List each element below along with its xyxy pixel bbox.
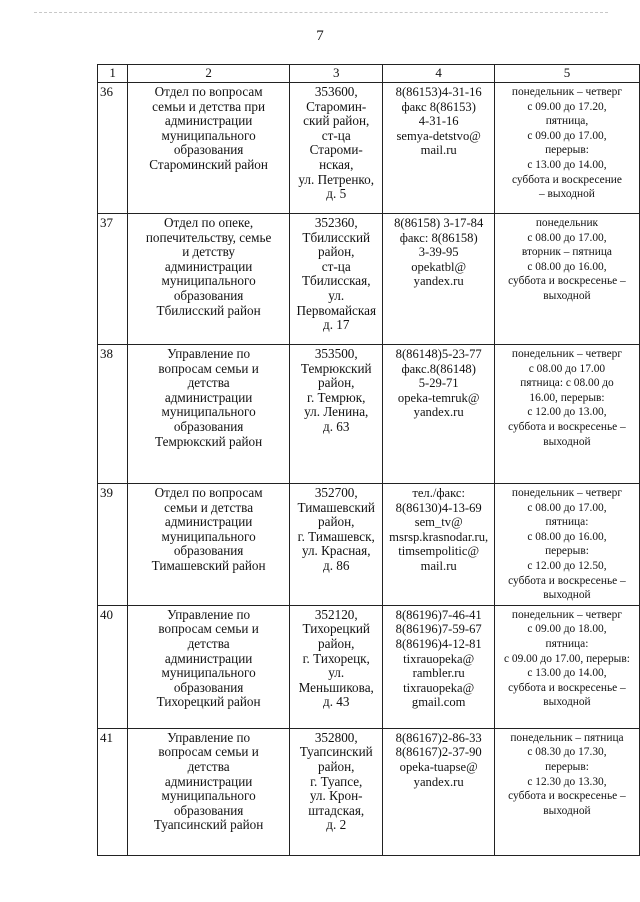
text-line: с 12.30 до 13.30,: [527, 775, 607, 788]
text-line: mail.ru: [420, 558, 457, 573]
text-line: факс.8(86148): [401, 361, 476, 376]
text-line: суббота и воскресенье –: [508, 574, 626, 587]
text-line: ул. Петренко,: [298, 171, 375, 187]
text-line: Отдел по вопросам: [154, 485, 263, 500]
text-line: образования: [173, 287, 244, 303]
row-number-cell: 37: [98, 214, 128, 345]
text-line: выходной: [543, 589, 591, 602]
text-line: 352700,: [314, 485, 358, 500]
working-hours-cell: [494, 728, 639, 855]
text-line: д. 63: [322, 418, 350, 434]
text-line: Тбилисский район: [156, 302, 261, 318]
text-line: пятница: с 08.00 до: [520, 377, 614, 390]
text-line: ский район,: [303, 113, 370, 129]
header-cell: 5: [494, 65, 639, 83]
text-line: с 13.00 до 14.00,: [527, 667, 607, 680]
text-line: ст-ца: [321, 127, 351, 143]
top-scan-rule: [34, 12, 608, 13]
text-line: 8(86196)4-12-81: [395, 636, 482, 651]
address-cell: [290, 83, 383, 214]
text-line: mail.ru: [420, 143, 457, 158]
text-line: д. 17: [322, 317, 350, 333]
text-line: Староминский район: [149, 156, 268, 172]
row-number-cell: 41: [98, 728, 128, 855]
text-line: 16.00, перерыв:: [529, 391, 605, 404]
contacts-cell: [383, 345, 494, 484]
text-line: детства: [187, 635, 230, 651]
text-line: Меньшикова,: [298, 679, 374, 695]
text-line: понедельник: [535, 217, 599, 229]
text-line: с 09.00 до 18.00,: [527, 623, 607, 636]
text-line: yandex.ru: [413, 405, 464, 420]
row-number-cell: 38: [98, 345, 128, 484]
text-line: с 08.00 до 17.00,: [527, 231, 607, 244]
text-line: tixrauopeka@: [403, 651, 475, 666]
row-number-cell: 40: [98, 605, 128, 728]
text-line: opeka-tuapse@: [399, 759, 478, 774]
text-line: timsempolitic@: [398, 544, 480, 559]
text-line: с 09.00 до 17.00, перерыв:: [504, 652, 630, 665]
text-line: 8(86148)5-23-77: [395, 347, 482, 361]
text-line: tixrauopeka@: [403, 680, 475, 695]
text-line: ст-ца: [321, 258, 351, 274]
text-line: понедельник – четверг: [511, 348, 623, 360]
text-line: район,: [318, 375, 355, 391]
contacts-cell: [383, 83, 494, 214]
text-line: вопросам семьи и: [158, 621, 259, 637]
text-line: суббота и воскресение: [511, 173, 622, 186]
text-line: yandex.ru: [413, 274, 464, 289]
header-cell: 2: [128, 65, 290, 83]
text-line: 353500,: [314, 346, 358, 361]
text-line: 8(86167)2-37-90: [395, 745, 482, 760]
text-line: Тихорецкий: [302, 621, 370, 637]
table-row: [98, 214, 640, 345]
text-line: суббота и воскресенье –: [508, 420, 626, 433]
text-line: и детству: [182, 244, 236, 260]
text-line: 352360,: [314, 215, 358, 230]
text-line: Тихорецкий район: [156, 694, 261, 710]
text-line: с 12.00 до 12.50,: [527, 559, 607, 572]
text-line: Тимашевский: [297, 499, 375, 515]
text-line: администрации: [164, 514, 253, 530]
text-line: г. Туапсе,: [310, 773, 363, 789]
text-line: муниципального: [161, 127, 256, 143]
text-line: образования: [173, 418, 244, 434]
text-line: район,: [318, 514, 355, 530]
text-line: 3-39-95: [418, 245, 459, 260]
organization-name-cell: [128, 605, 290, 728]
text-line: г. Темрюк,: [307, 389, 366, 405]
text-line: Темрюкский район: [155, 433, 263, 449]
text-line: 4-31-16: [418, 114, 459, 129]
text-line: с 08.30 до 17.30,: [527, 746, 607, 759]
text-line: г. Тихорецк,: [302, 650, 370, 666]
text-line: администрации: [164, 650, 253, 666]
text-line: пятница,: [545, 115, 589, 128]
header-cell: 1: [98, 65, 128, 83]
header-cell: 4: [383, 65, 494, 83]
text-line: д. 5: [326, 186, 347, 202]
text-line: ул. Крон-: [309, 788, 363, 804]
text-line: – выходной: [539, 188, 595, 201]
text-line: с 08.00 до 17.00,: [527, 501, 607, 514]
text-line: Управление по: [167, 729, 251, 745]
organization-name-cell: [128, 214, 290, 345]
text-line: с 08.00 до 16.00,: [527, 260, 607, 273]
text-line: Управление по: [167, 606, 251, 622]
text-line: администрации: [164, 773, 253, 789]
text-line: перерыв:: [545, 144, 589, 157]
working-hours-cell: [494, 605, 639, 728]
text-line: район,: [318, 635, 355, 651]
text-line: д. 86: [322, 557, 350, 573]
organization-name-cell: [128, 484, 290, 606]
text-line: д. 2: [326, 817, 347, 833]
text-line: msrsp.krasnodar.ru,: [389, 529, 489, 544]
row-number-cell: 36: [98, 83, 128, 214]
text-line: 8(86196)7-46-41: [395, 607, 482, 622]
text-line: образования: [173, 679, 244, 695]
text-line: с 08.00 до 17.00: [528, 362, 606, 375]
text-line: образования: [173, 142, 244, 158]
contacts-cell: [383, 484, 494, 606]
table-row: [98, 345, 640, 484]
text-line: Отдел по опеке,: [163, 215, 254, 230]
text-line: 8(86153)4-31-16: [395, 85, 482, 99]
text-line: Управление по: [167, 346, 251, 361]
text-line: факс 8(86153): [401, 99, 476, 114]
text-line: выходной: [543, 804, 591, 817]
text-line: муниципального: [161, 788, 256, 804]
header-cell: 3: [290, 65, 383, 83]
text-line: суббота и воскресенье –: [508, 275, 626, 288]
text-line: Туапсинский район: [153, 817, 264, 833]
text-line: район,: [318, 244, 355, 260]
text-line: Тбилисский: [302, 229, 371, 245]
text-line: ул.: [328, 287, 345, 303]
text-line: Темрюкский: [300, 360, 372, 376]
text-line: д. 43: [322, 694, 350, 710]
text-line: с 13.00 до 14.00,: [527, 158, 607, 171]
text-line: попечительству, семье: [145, 229, 272, 245]
address-cell: [290, 728, 383, 855]
table-row: [98, 484, 640, 606]
text-line: перерыв:: [545, 760, 589, 773]
text-line: Старомин-: [306, 98, 367, 114]
text-line: ул.: [328, 665, 345, 681]
text-line: выходной: [543, 435, 591, 448]
working-hours-cell: [494, 214, 639, 345]
text-line: семьи и детства при: [152, 98, 266, 114]
contacts-cell: [383, 605, 494, 728]
row-number-cell: 39: [98, 484, 128, 606]
text-line: выходной: [543, 289, 591, 302]
organization-name-cell: [128, 83, 290, 214]
text-line: 352800,: [314, 729, 358, 745]
text-line: образования: [173, 802, 244, 818]
text-line: вторник – пятница: [521, 246, 612, 259]
text-line: 8(86130)4-13-69: [395, 500, 482, 515]
contacts-cell: [383, 728, 494, 855]
address-cell: [290, 214, 383, 345]
text-line: администрации: [164, 258, 253, 274]
text-line: ул. Ленина,: [304, 404, 369, 420]
text-line: семьи и детства: [164, 499, 254, 515]
organization-name-cell: [128, 345, 290, 484]
text-line: Староми-: [309, 142, 363, 158]
text-line: муниципального: [161, 404, 256, 420]
contacts-cell: [383, 214, 494, 345]
address-cell: [290, 345, 383, 484]
contacts-table: [97, 64, 640, 856]
working-hours-cell: [494, 484, 639, 606]
address-cell: [290, 484, 383, 606]
text-line: 8(86158) 3-17-84: [394, 216, 484, 230]
text-line: муниципального: [161, 665, 256, 681]
address-cell: [290, 605, 383, 728]
text-line: детства: [187, 758, 230, 774]
text-line: с 09.00 до 17.20,: [527, 100, 607, 113]
text-line: муниципального: [161, 273, 256, 289]
table-row: [98, 83, 640, 214]
text-line: rambler.ru: [412, 666, 465, 681]
text-line: Тимашевский район: [151, 557, 266, 573]
text-line: образования: [173, 543, 244, 559]
text-line: пятница:: [545, 637, 589, 650]
text-line: Первомайская: [296, 302, 377, 318]
text-line: администрации: [164, 113, 253, 129]
text-line: semya-detstvo@: [396, 128, 481, 143]
text-line: г. Тимашевск,: [297, 528, 375, 544]
table-row: [98, 605, 640, 728]
text-line: gmail.com: [411, 695, 466, 710]
organization-name-cell: [128, 728, 290, 855]
text-line: понедельник – четверг: [511, 487, 623, 499]
text-line: факс: 8(86158): [399, 230, 478, 245]
text-line: вопросам семьи и: [158, 360, 259, 376]
text-line: тел./факс:: [412, 486, 466, 500]
text-line: ул. Красная,: [301, 543, 371, 559]
working-hours-cell: [494, 345, 639, 484]
text-line: администрации: [164, 389, 253, 405]
text-line: район,: [318, 758, 355, 774]
working-hours-cell: [494, 83, 639, 214]
text-line: yandex.ru: [413, 774, 464, 789]
text-line: 353600,: [314, 84, 358, 99]
text-line: детства: [187, 375, 230, 391]
text-line: sem_tv@: [414, 515, 463, 530]
text-line: пятница:: [545, 516, 589, 529]
text-line: с 12.00 до 13.00,: [527, 406, 607, 419]
text-line: с 09.00 до 17.00,: [527, 129, 607, 142]
text-line: суббота и воскресенье –: [508, 681, 626, 694]
text-line: понедельник – пятница: [510, 731, 624, 744]
text-line: Тбилисская,: [301, 273, 371, 289]
table-row: [98, 728, 640, 855]
text-line: 5-29-71: [418, 376, 459, 391]
text-line: 352120,: [314, 606, 358, 622]
text-line: opeka-temruk@: [397, 390, 480, 405]
text-line: выходной: [543, 696, 591, 709]
text-line: нская,: [319, 156, 354, 172]
text-line: Отдел по вопросам: [154, 84, 263, 99]
text-line: с 08.00 до 16.00,: [527, 530, 607, 543]
text-line: opekatbl@: [411, 259, 467, 274]
text-line: 8(86167)2-86-33: [395, 730, 482, 745]
text-line: суббота и воскресенье –: [508, 790, 626, 803]
text-line: Туапсинский: [299, 744, 373, 760]
text-line: понедельник – четверг: [511, 608, 623, 621]
text-line: понедельник – четверг: [511, 86, 623, 98]
text-line: муниципального: [161, 528, 256, 544]
text-line: перерыв:: [545, 545, 589, 558]
table-header-row: [98, 65, 640, 83]
text-line: штадская,: [308, 802, 365, 818]
page-number: 7: [316, 28, 324, 44]
text-line: 8(86196)7-59-67: [395, 622, 482, 637]
text-line: вопросам семьи и: [158, 744, 259, 760]
